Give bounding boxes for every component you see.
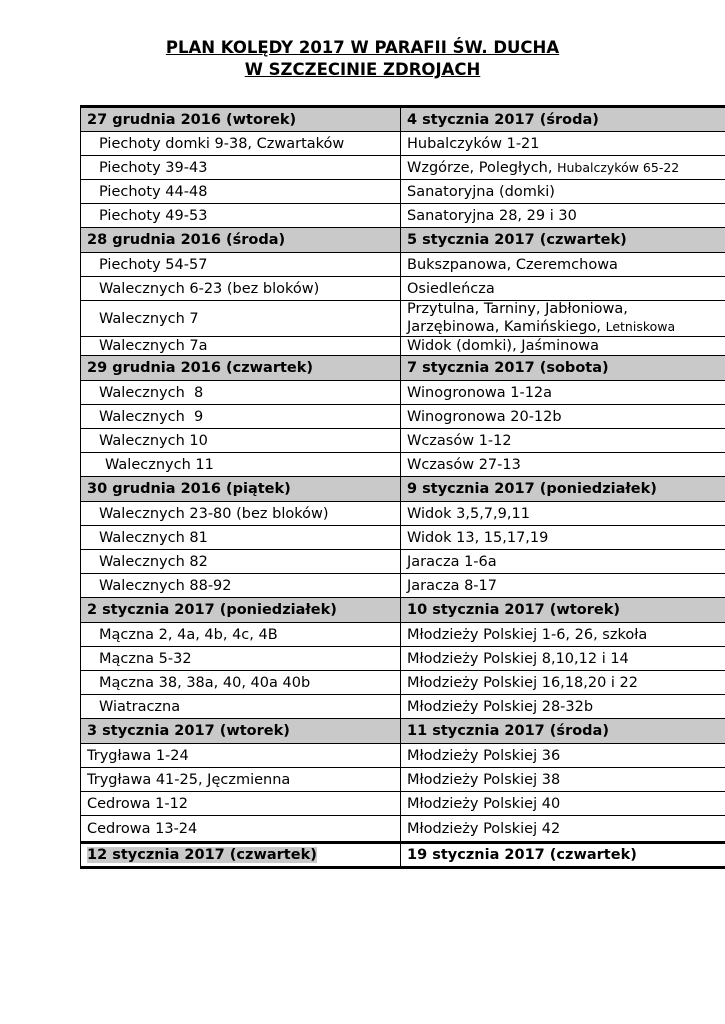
street-left: Piechoty domki 9-38, Czwartaków [81, 132, 401, 156]
street-left: Walecznych 82 [81, 550, 401, 574]
street-right: Winogronowa 1-12a [401, 381, 725, 405]
table-row [81, 429, 725, 453]
street-right: Hubalczyków 1-21 [401, 132, 725, 156]
day-header-row [81, 477, 725, 502]
day-header-left [81, 843, 401, 868]
day-header-row [81, 107, 725, 132]
day-header-row [81, 719, 725, 744]
table-row [81, 744, 725, 768]
day-header-row [81, 356, 725, 381]
street-left: Walecznych 6-23 (bez bloków) [81, 277, 401, 301]
day-header-row [81, 843, 725, 868]
table-row [81, 550, 725, 574]
street-right: Widok 13, 15,17,19 [401, 526, 725, 550]
street-left: Walecznych 88-92 [81, 574, 401, 598]
street-right: Wczasów 27-13 [401, 453, 725, 477]
day-header-right: 5 stycznia 2017 (czwartek) [401, 228, 725, 253]
street-left: Cedrowa 13-24 [81, 816, 401, 843]
street-right: Winogronowa 20-12b [401, 405, 725, 429]
table-row [81, 623, 725, 647]
street-right [401, 301, 725, 337]
day-header-right: 11 stycznia 2017 (środa) [401, 719, 725, 744]
table-row [81, 405, 725, 429]
day-header-right: 19 stycznia 2017 (czwartek) [401, 843, 725, 868]
street-left: Trygława 1-24 [81, 744, 401, 768]
day-header-right: 9 stycznia 2017 (poniedziałek) [401, 477, 725, 502]
street-right: Młodzieży Polskiej 40 [401, 792, 725, 816]
street-left: Wiatraczna [81, 695, 401, 719]
table-row [81, 453, 725, 477]
table-row [81, 180, 725, 204]
street-left: Trygława 41-25, Jęczmienna [81, 768, 401, 792]
street-left: Walecznych 7 [81, 301, 401, 337]
day-header-left: 2 stycznia 2017 (poniedziałek) [81, 598, 401, 623]
schedule-table [80, 105, 725, 869]
street-right: Bukszpanowa, Czeremchowa [401, 253, 725, 277]
street-right-small: Hubalczyków 65-22 [557, 159, 680, 175]
street-right: Młodzieży Polskiej 28-32b [401, 695, 725, 719]
table-row [81, 526, 725, 550]
table-row [81, 574, 725, 598]
table-row [81, 277, 725, 301]
day-header-row [81, 228, 725, 253]
street-right: Sanatoryjna (domki) [401, 180, 725, 204]
street-left: Walecznych 10 [81, 429, 401, 453]
table-row [81, 647, 725, 671]
street-right: Jaracza 1-6a [401, 550, 725, 574]
street-left: Walecznych 81 [81, 526, 401, 550]
street-right-main: Przytulna, Tarniny, Jabłoniowa, Jarzębinowa, Kamińskiego, [407, 301, 628, 335]
day-header-left: 30 grudnia 2016 (piątek) [81, 477, 401, 502]
street-right: Młodzieży Polskiej 42 [401, 816, 725, 843]
table-row [81, 132, 725, 156]
street-right: Osiedleńcza [401, 277, 725, 301]
street-left: Walecznych 9 [81, 405, 401, 429]
table-row [81, 671, 725, 695]
street-right: Młodzieży Polskiej 1-6, 26, szkoła [401, 623, 725, 647]
day-header-right: 7 stycznia 2017 (sobota) [401, 356, 725, 381]
day-header-left: 27 grudnia 2016 (wtorek) [81, 107, 401, 132]
day-header-row [81, 598, 725, 623]
table-row [81, 204, 725, 228]
street-left: Piechoty 44-48 [81, 180, 401, 204]
street-left: Piechoty 39-43 [81, 156, 401, 180]
street-left: Walecznych 11 [81, 453, 401, 477]
street-left: Piechoty 54-57 [81, 253, 401, 277]
table-row [81, 301, 725, 337]
street-left: Mączna 38, 38a, 40, 40a 40b [81, 671, 401, 695]
street-right [401, 156, 725, 180]
day-header-left: 28 grudnia 2016 (środa) [81, 228, 401, 253]
street-left: Walecznych 23-80 (bez bloków) [81, 502, 401, 526]
day-header-left: 3 stycznia 2017 (wtorek) [81, 719, 401, 744]
street-right: Wczasów 1-12 [401, 429, 725, 453]
street-left: Piechoty 49-53 [81, 204, 401, 228]
page-subtitle: W SZCZECINIE ZDROJACH [244, 60, 481, 79]
street-right: Młodzieży Polskiej 36 [401, 744, 725, 768]
street-right-small: Letniskowa [605, 319, 676, 334]
day-header-left: 29 grudnia 2016 (czwartek) [81, 356, 401, 381]
street-right: Widok 3,5,7,9,11 [401, 502, 725, 526]
street-left: Mączna 2, 4a, 4b, 4c, 4B [81, 623, 401, 647]
street-right: Młodzieży Polskiej 38 [401, 768, 725, 792]
street-left: Walecznych 8 [81, 381, 401, 405]
page-title: PLAN KOLĘDY 2017 W PARAFII ŚW. DUCHA [165, 38, 560, 57]
day-header-right: 10 stycznia 2017 (wtorek) [401, 598, 725, 623]
table-row [81, 792, 725, 816]
table-row [81, 156, 725, 180]
table-row [81, 381, 725, 405]
street-right: Młodzieży Polskiej 8,10,12 i 14 [401, 647, 725, 671]
table-row [81, 337, 725, 356]
street-left: Cedrowa 1-12 [81, 792, 401, 816]
street-right-main: Wzgórze, Poległych, [407, 159, 553, 176]
street-left: Mączna 5-32 [81, 647, 401, 671]
street-right: Sanatoryjna 28, 29 i 30 [401, 204, 725, 228]
street-right: Widok (domki), Jaśminowa [401, 337, 725, 356]
table-row [81, 502, 725, 526]
table-row [81, 253, 725, 277]
street-right: Młodzieży Polskiej 16,18,20 i 22 [401, 671, 725, 695]
day-header-right: 4 stycznia 2017 (środa) [401, 107, 725, 132]
table-row [81, 768, 725, 792]
day-header-left-text: 12 stycznia 2017 (czwartek) [87, 847, 317, 863]
street-right: Jaracza 8-17 [401, 574, 725, 598]
table-row [81, 816, 725, 843]
street-left: Walecznych 7a [81, 337, 401, 356]
table-row [81, 695, 725, 719]
